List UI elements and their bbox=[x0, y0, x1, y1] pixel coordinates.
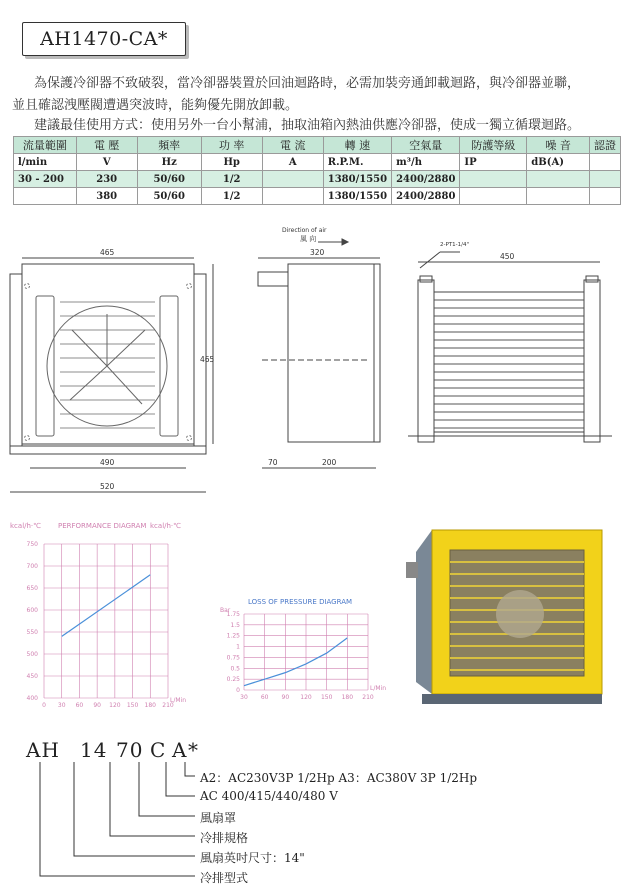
fitting-label: 2-PT1-1/4" bbox=[440, 242, 470, 248]
x-tick-label: 90 bbox=[281, 694, 290, 701]
x-tick-label: 120 bbox=[300, 694, 312, 701]
press-chart-title: LOSS OF PRESSURE DIAGRAM bbox=[248, 598, 353, 606]
x-tick-label: 30 bbox=[57, 702, 66, 709]
dim-side-width: 320 bbox=[310, 248, 325, 257]
radiator-core bbox=[434, 292, 584, 432]
x-tick-label: 60 bbox=[260, 694, 269, 701]
cell: 230 bbox=[76, 171, 137, 188]
x-tick-label: 180 bbox=[144, 702, 157, 709]
legend-core-spec: 冷排規格 bbox=[200, 831, 249, 845]
code-part-voltage: A bbox=[172, 738, 188, 762]
perf-chart-title: PERFORMANCE DIAGRAM bbox=[58, 522, 147, 530]
cell: 1380/1550 bbox=[323, 188, 391, 205]
performance-chart bbox=[0, 518, 200, 718]
series-line bbox=[244, 638, 347, 686]
cell: 50/60 bbox=[137, 171, 201, 188]
y-tick-label: 450 bbox=[26, 673, 38, 680]
dim-front-top: 465 bbox=[100, 248, 115, 257]
cell bbox=[262, 171, 323, 188]
cell bbox=[460, 171, 527, 188]
legend-voltage-option: A2：AC230V3P 1/2Hp A3：AC380V 3P 1/2Hp bbox=[200, 771, 478, 785]
photo-fan-hub bbox=[496, 590, 544, 638]
cell bbox=[527, 171, 590, 188]
legend-fan-cover: 風扇罩 bbox=[200, 811, 237, 825]
cell bbox=[460, 188, 527, 205]
unit-cell: l/min bbox=[14, 154, 77, 171]
cell: 380 bbox=[76, 188, 137, 205]
model-title: AH1470-CA* bbox=[22, 22, 186, 56]
radiator-right-tank bbox=[584, 280, 600, 442]
perf-y-unit-left: kcal/h·℃ bbox=[10, 522, 42, 530]
perf-x-unit: L/Min bbox=[170, 697, 187, 704]
intro-paragraph-3: 建議最佳使用方式：使用另外一台小幫浦，抽取油箱內熱油供應冷卻器，使成一獨立循環迴路。 bbox=[34, 118, 581, 133]
cell: 2400/2880 bbox=[392, 188, 460, 205]
spec-table bbox=[13, 136, 621, 205]
x-tick-label: 150 bbox=[320, 694, 333, 701]
pressure-chart bbox=[200, 590, 400, 720]
code-part-series: AH bbox=[26, 738, 60, 762]
header-cell: 功 率 bbox=[201, 137, 262, 154]
technical-drawing bbox=[0, 222, 635, 502]
header-cell: 電 壓 bbox=[76, 137, 137, 154]
table-row bbox=[14, 188, 621, 205]
cell: 1/2 bbox=[201, 171, 262, 188]
x-tick-label: 180 bbox=[341, 694, 354, 701]
dim-front-height: 465 bbox=[200, 355, 215, 364]
unit-cell: V bbox=[76, 154, 137, 171]
unit-cell: R.P.M. bbox=[323, 154, 391, 171]
x-tick-label: 60 bbox=[75, 702, 84, 709]
dim-front-inner: 490 bbox=[100, 458, 115, 467]
cell bbox=[590, 188, 621, 205]
dim-side-a: 70 bbox=[268, 458, 278, 467]
y-tick-label: 650 bbox=[26, 585, 38, 592]
side-view-fitting-top bbox=[258, 272, 288, 286]
header-cell: 防護等級 bbox=[460, 137, 527, 154]
x-tick-label: 90 bbox=[93, 702, 101, 709]
y-tick-label: 500 bbox=[26, 651, 38, 658]
unit-cell: A bbox=[262, 154, 323, 171]
code-part-fan-size: 14 bbox=[80, 738, 108, 762]
legend-voltage: AC 400/415/440/480 V bbox=[200, 789, 338, 803]
radiator-fins bbox=[434, 300, 584, 428]
y-tick-label: 0.25 bbox=[226, 676, 240, 684]
unit-cell: Hz bbox=[137, 154, 201, 171]
legend-core-type: 冷排型式 bbox=[200, 871, 249, 885]
y-tick-label: 600 bbox=[26, 607, 38, 614]
header-cell: 電 流 bbox=[262, 137, 323, 154]
unit-cell: dB(A) bbox=[527, 154, 590, 171]
y-tick-label: 1.75 bbox=[226, 611, 240, 618]
code-part-core: 70 bbox=[116, 738, 144, 762]
header-cell: 空氣量 bbox=[392, 137, 460, 154]
y-tick-label: 1 bbox=[236, 643, 240, 651]
spec-unit-row bbox=[14, 154, 621, 171]
photo-fitting bbox=[406, 562, 418, 578]
y-tick-label: 550 bbox=[26, 629, 38, 636]
photo-base bbox=[422, 694, 602, 704]
y-tick-label: 0.75 bbox=[226, 654, 240, 662]
air-direction-label: Direction of air bbox=[282, 227, 327, 234]
product-photo bbox=[402, 522, 618, 722]
intro-paragraph-1: 為保護冷卻器不致破裂，當冷卻器裝置於回油迴路時，必需加裝旁通卸載迴路，與冷卻器並聯， bbox=[34, 76, 581, 91]
code-part-option: * bbox=[188, 738, 199, 762]
code-part-cover: C bbox=[150, 738, 167, 762]
x-tick-label: 210 bbox=[162, 702, 174, 709]
unit-cell bbox=[590, 154, 621, 171]
cell: 30 - 200 bbox=[14, 171, 77, 188]
radiator-left-tank bbox=[418, 280, 434, 442]
front-view-flange-left bbox=[10, 274, 22, 446]
table-row bbox=[14, 171, 621, 188]
x-tick-label: 0 bbox=[42, 702, 46, 709]
y-tick-label: 1.5 bbox=[230, 621, 240, 629]
cell: 50/60 bbox=[137, 188, 201, 205]
cell: 1380/1550 bbox=[323, 171, 391, 188]
side-view-body bbox=[288, 264, 374, 442]
cell bbox=[527, 188, 590, 205]
press-x-unit: L/Min bbox=[370, 685, 387, 692]
x-tick-label: 210 bbox=[362, 694, 374, 701]
x-tick-label: 30 bbox=[240, 694, 248, 701]
x-tick-label: 150 bbox=[126, 702, 139, 709]
dim-front-outer: 520 bbox=[100, 482, 115, 491]
legend-fan-size: 風扇英吋尺寸：14" bbox=[200, 851, 305, 865]
series-line bbox=[62, 575, 151, 637]
y-tick-label: 0.5 bbox=[230, 665, 240, 673]
cell bbox=[262, 188, 323, 205]
side-view-flange bbox=[374, 264, 380, 442]
header-cell: 轉 速 bbox=[323, 137, 391, 154]
unit-cell: m³/h bbox=[392, 154, 460, 171]
y-tick-label: 1.25 bbox=[226, 632, 240, 640]
y-tick-label: 0 bbox=[236, 687, 240, 694]
x-tick-label: 120 bbox=[109, 702, 121, 709]
cell bbox=[14, 188, 77, 205]
cell: 1/2 bbox=[201, 188, 262, 205]
intro-paragraph-2: 並且確認洩壓閥遭遇突波時，能夠優先開放卸載。 bbox=[12, 98, 299, 113]
spec-header-row bbox=[14, 137, 621, 154]
perf-y-unit-right: kcal/h·℃ bbox=[150, 522, 182, 530]
unit-cell: Hp bbox=[201, 154, 262, 171]
cell: 2400/2880 bbox=[392, 171, 460, 188]
front-view-base bbox=[10, 446, 206, 454]
press-y-unit: Bar bbox=[220, 607, 231, 614]
dim-back-width: 450 bbox=[500, 252, 515, 261]
air-direction-label-cn: 風 向 bbox=[300, 235, 317, 243]
y-tick-label: 750 bbox=[26, 541, 38, 548]
header-cell: 噪 音 bbox=[527, 137, 590, 154]
header-cell: 流量範圍 bbox=[14, 137, 77, 154]
unit-cell: IP bbox=[460, 154, 527, 171]
header-cell: 認證 bbox=[590, 137, 621, 154]
y-tick-label: 700 bbox=[26, 563, 38, 570]
header-cell: 頻率 bbox=[137, 137, 201, 154]
dim-side-b: 200 bbox=[322, 458, 337, 467]
y-tick-label: 400 bbox=[26, 695, 38, 702]
cell bbox=[590, 171, 621, 188]
